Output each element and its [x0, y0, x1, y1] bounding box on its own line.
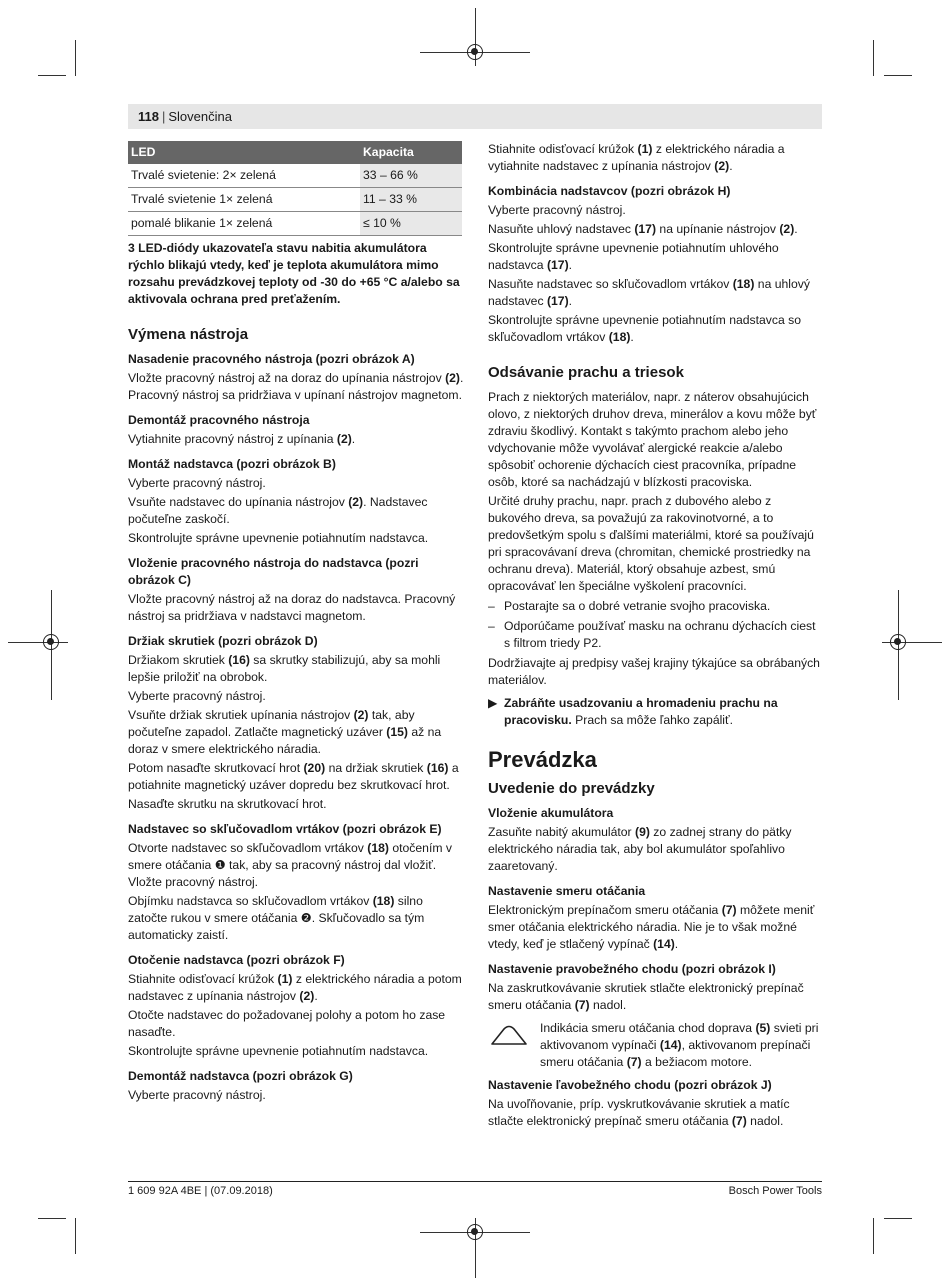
registration-mark-icon: [467, 44, 483, 60]
table-row: [128, 164, 462, 188]
header-separator: |: [161, 109, 166, 124]
paragraph: Vyberte pracovný nástroj.: [128, 476, 266, 490]
paragraph: Skontrolujte správne upevnenie potiahnutím uhlového nadstavca (17).: [488, 241, 779, 272]
paragraph: Potom nasaďte skrutkovací hrot (20) na držiak skrutiek (16) a potiahnite magnetický uzáver dopredu bez skrutkovací hrot.: [128, 761, 459, 792]
paragraph: Nasuňte nadstavec so skľučovadlom vrtákov (18) na uhlový nadstavec (17).: [488, 277, 810, 308]
paragraph: Na zaskrutkovávanie skrutiek stlačte elektronický prepínač smeru otáčania (7) nadol.: [488, 981, 804, 1012]
led-capacity-table: [128, 141, 462, 236]
subsection-title: Držiak skrutiek (pozri obrázok D): [128, 634, 318, 648]
subsection-title: Otočenie nadstavca (pozri obrázok F): [128, 953, 345, 967]
table-cell-led: Trvalé svietenie 1× zelená: [128, 188, 360, 212]
subsection-title: Vloženie pracovného nástroja do nadstavca (pozri obrázok C): [128, 556, 419, 587]
table-header-capacity: Kapacita: [360, 141, 462, 164]
paragraph: Elektronickým prepínačom smeru otáčania (7) môžete meniť smer otáčania elektrického náradia. Nie je to však možné vtedy, keď je stlačený vypínač (14).: [488, 903, 815, 951]
rotation-1-icon: ❶: [214, 858, 226, 872]
paragraph: Skontrolujte správne upevnenie potiahnutím nadstavca.: [128, 1044, 429, 1058]
paragraph: Vsuňte nadstavec do upínania nástrojov (2). Nadstavec počuteľne zaskočí.: [128, 495, 428, 526]
paragraph: Vyberte pracovný nástroj.: [128, 1088, 266, 1102]
direction-indicator-icon: [490, 1024, 528, 1048]
chapter-title: Prevádzka: [488, 747, 597, 772]
paragraph: Nasuňte uhlový nadstavec (17) na upínanie nástrojov (2).: [488, 222, 798, 236]
paragraph: Určité druhy prachu, napr. prach z dubového alebo z bukového dreva, sa považujú za rakovinotvorné, a to predovšetkým spolu s ďalšími materiálmi, ktoré sa používajú pri spracovávaní dreva (chromitan, chemické prostriedky na ochranu dreva). Materiál, ktorý obsahuje azbest, smú opracovávať len špeciálne vyškolení pracovníci.: [488, 494, 814, 593]
registration-mark-icon: [43, 634, 59, 650]
paragraph: Objímku nadstavca so skľučovadlom vrtákov (18) silno zatočte rukou v smere otáčania ❷. Skľučovadlo sa tým automaticky zaistí.: [128, 894, 425, 942]
paragraph: Skontrolujte správne upevnenie potiahnutím nadstavca.: [128, 531, 429, 545]
table-cell-capacity: ≤ 10 %: [360, 212, 462, 236]
subsection-title: Demontáž nadstavca (pozri obrázok G): [128, 1069, 353, 1083]
paragraph: Vsuňte držiak skrutiek upínania nástrojov (2) tak, aby počuteľne zapadol. Zatlačte magnetický uzáver (15) až na doraz v smere elektrického náradia.: [128, 708, 442, 756]
header-section: Slovenčina: [168, 109, 232, 124]
indicator-note: Indikácia smeru otáčania chod doprava (5) svieti pri aktivovanom vypínači (14), aktivovanom prepínači smeru otáčania (7) a bežiacom motore.: [488, 1020, 824, 1071]
table-row: [128, 212, 462, 236]
paragraph: Dodržiavajte aj predpisy vašej krajiny týkajúce sa obrábaných materiálov.: [488, 656, 820, 687]
section-title-uvedenie: Uvedenie do prevádzky: [488, 780, 655, 797]
crop-mark: [884, 1218, 912, 1219]
paragraph: Zasuňte nabitý akumulátor (9) zo zadnej strany do pätky elektrického náradia tak, aby bol akumulátor spoľahlivo zaaretovaný.: [488, 825, 792, 873]
table-cell-led: pomalé blikanie 1× zelená: [128, 212, 360, 236]
paragraph: Prach z niektorých materiálov, napr. z náterov obsahujúcich olovo, z niektorých druhov dreva, minerálov a kovu môže byť zdraviu škodlivý. Kontakt s takýmto prachom alebo jeho vdychovanie môže vyvolávať alergické reakcie a/alebo spôsobiť ochorenie dýchacích ciest pracovníka, prípadne osôb, ktoré sa nachádzajú v blízkosti pracoviska.: [488, 390, 817, 489]
page-number: 118: [138, 109, 159, 124]
list-item: – Odporúčame používať masku na ochranu dýchacích ciest s filtrom triedy P2.: [488, 618, 824, 652]
subsection-title: Montáž nadstavca (pozri obrázok B): [128, 457, 336, 471]
triangle-bullet-icon: ▶: [488, 696, 498, 710]
table-cell-led: Trvalé svietenie: 2× zelená: [128, 164, 360, 188]
footer-doc-id: 1 609 92A 4BE | (07.09.2018): [128, 1185, 273, 1197]
section-title-dust: Odsávanie prachu a triesok: [488, 364, 684, 381]
crop-mark: [873, 1218, 874, 1254]
subsection-title: Nadstavec so skľučovadlom vrtákov (pozri obrázok E): [128, 822, 442, 836]
table-cell-capacity: 33 – 66 %: [360, 164, 462, 188]
paragraph: Stiahnite odisťovací krúžok (1) z elektrického náradia a vytiahnite nadstavec z upínania nástrojov (2).: [488, 142, 785, 173]
page-header: [128, 104, 822, 129]
table-header-row: [128, 141, 462, 164]
paragraph: Vložte pracovný nástroj až na doraz do nadstavca. Pracovný nástroj sa pridržiava v nadstavci magnetom.: [128, 592, 456, 623]
paragraph: Otočte nadstavec do požadovanej polohy a potom ho zase nasaďte.: [128, 1008, 446, 1039]
crop-mark: [75, 40, 76, 76]
crop-mark: [873, 40, 874, 76]
page-footer: [128, 1181, 822, 1197]
paragraph: Na uvoľňovanie, príp. vyskrutkovávanie skrutiek a matíc stlačte elektronický prepínač smeru otáčania (7) nadol.: [488, 1097, 790, 1128]
led-note: 3 LED-diódy ukazovateľa stavu nabitia akumulátora rýchlo blikajú vtedy, keď je teplota akumulátora mimo rozsahu prevádzkovej teploty od -30 do +65 °C a/alebo sa aktivovala ochrana pred preťažením.: [128, 241, 460, 306]
crop-mark: [38, 1218, 66, 1219]
right-column: [488, 141, 824, 1132]
left-column: [128, 141, 464, 1106]
crop-mark: [38, 75, 66, 76]
subsection-title: Nastavenie smeru otáčania: [488, 884, 646, 898]
paragraph: Vyberte pracovný nástroj.: [488, 203, 626, 217]
paragraph: Vložte pracovný nástroj až na doraz do upínania nástrojov (2). Pracovný nástroj sa pridržiava v upínaní nástrojov magnetom.: [128, 371, 464, 402]
paragraph: Stiahnite odisťovací krúžok (1) z elektrického náradia a potom nadstavec z upínania nástrojov (2).: [128, 972, 462, 1003]
section-title-vymena: Výmena nástroja: [128, 326, 249, 343]
subsection-title: Kombinácia nadstavcov (pozri obrázok H): [488, 184, 731, 198]
list-item: – Postarajte sa o dobré vetranie svojho pracoviska.: [488, 598, 824, 615]
paragraph: Vytiahnite pracovný nástroj z upínania (2).: [128, 432, 356, 446]
subsection-title: Nasadenie pracovného nástroja (pozri obrázok A): [128, 352, 415, 366]
paragraph: Nasaďte skrutku na skrutkovací hrot.: [128, 797, 327, 811]
registration-line: [8, 642, 68, 643]
subsection-title: Nastavenie ľavobežného chodu (pozri obrázok J): [488, 1078, 772, 1092]
table-cell-capacity: 11 – 33 %: [360, 188, 462, 212]
table-header-led: LED: [128, 141, 360, 164]
registration-mark-icon: [890, 634, 906, 650]
subsection-title: Nastavenie pravobežného chodu (pozri obrázok I): [488, 962, 776, 976]
warning-item: ▶ Zabráňte usadzovaniu a hromadeniu prachu na pracovisku. Prach sa môže ľahko zapáliť.: [488, 696, 778, 727]
crop-mark: [884, 75, 912, 76]
paragraph: Otvorte nadstavec so skľučovadlom vrtákov (18) otočením v smere otáčania ❶ tak, aby sa pracovný nástroj dal vložiť. Vložte pracovný nástroj.: [128, 841, 452, 889]
rotation-2-icon: ❷: [300, 911, 312, 925]
paragraph: Vyberte pracovný nástroj.: [128, 689, 266, 703]
subsection-title: Vloženie akumulátora: [488, 806, 614, 820]
table-row: [128, 188, 462, 212]
subsection-title: Demontáž pracovného nástroja: [128, 413, 310, 427]
paragraph: Skontrolujte správne upevnenie potiahnutím nadstavca so skľučovadlom vrtákov (18).: [488, 313, 802, 344]
paragraph: Držiakom skrutiek (16) sa skrutky stabilizujú, aby sa mohli lepšie priložiť na obrobok.: [128, 653, 441, 684]
footer-brand: Bosch Power Tools: [728, 1185, 822, 1197]
registration-mark-icon: [467, 1224, 483, 1240]
crop-mark: [75, 1218, 76, 1254]
